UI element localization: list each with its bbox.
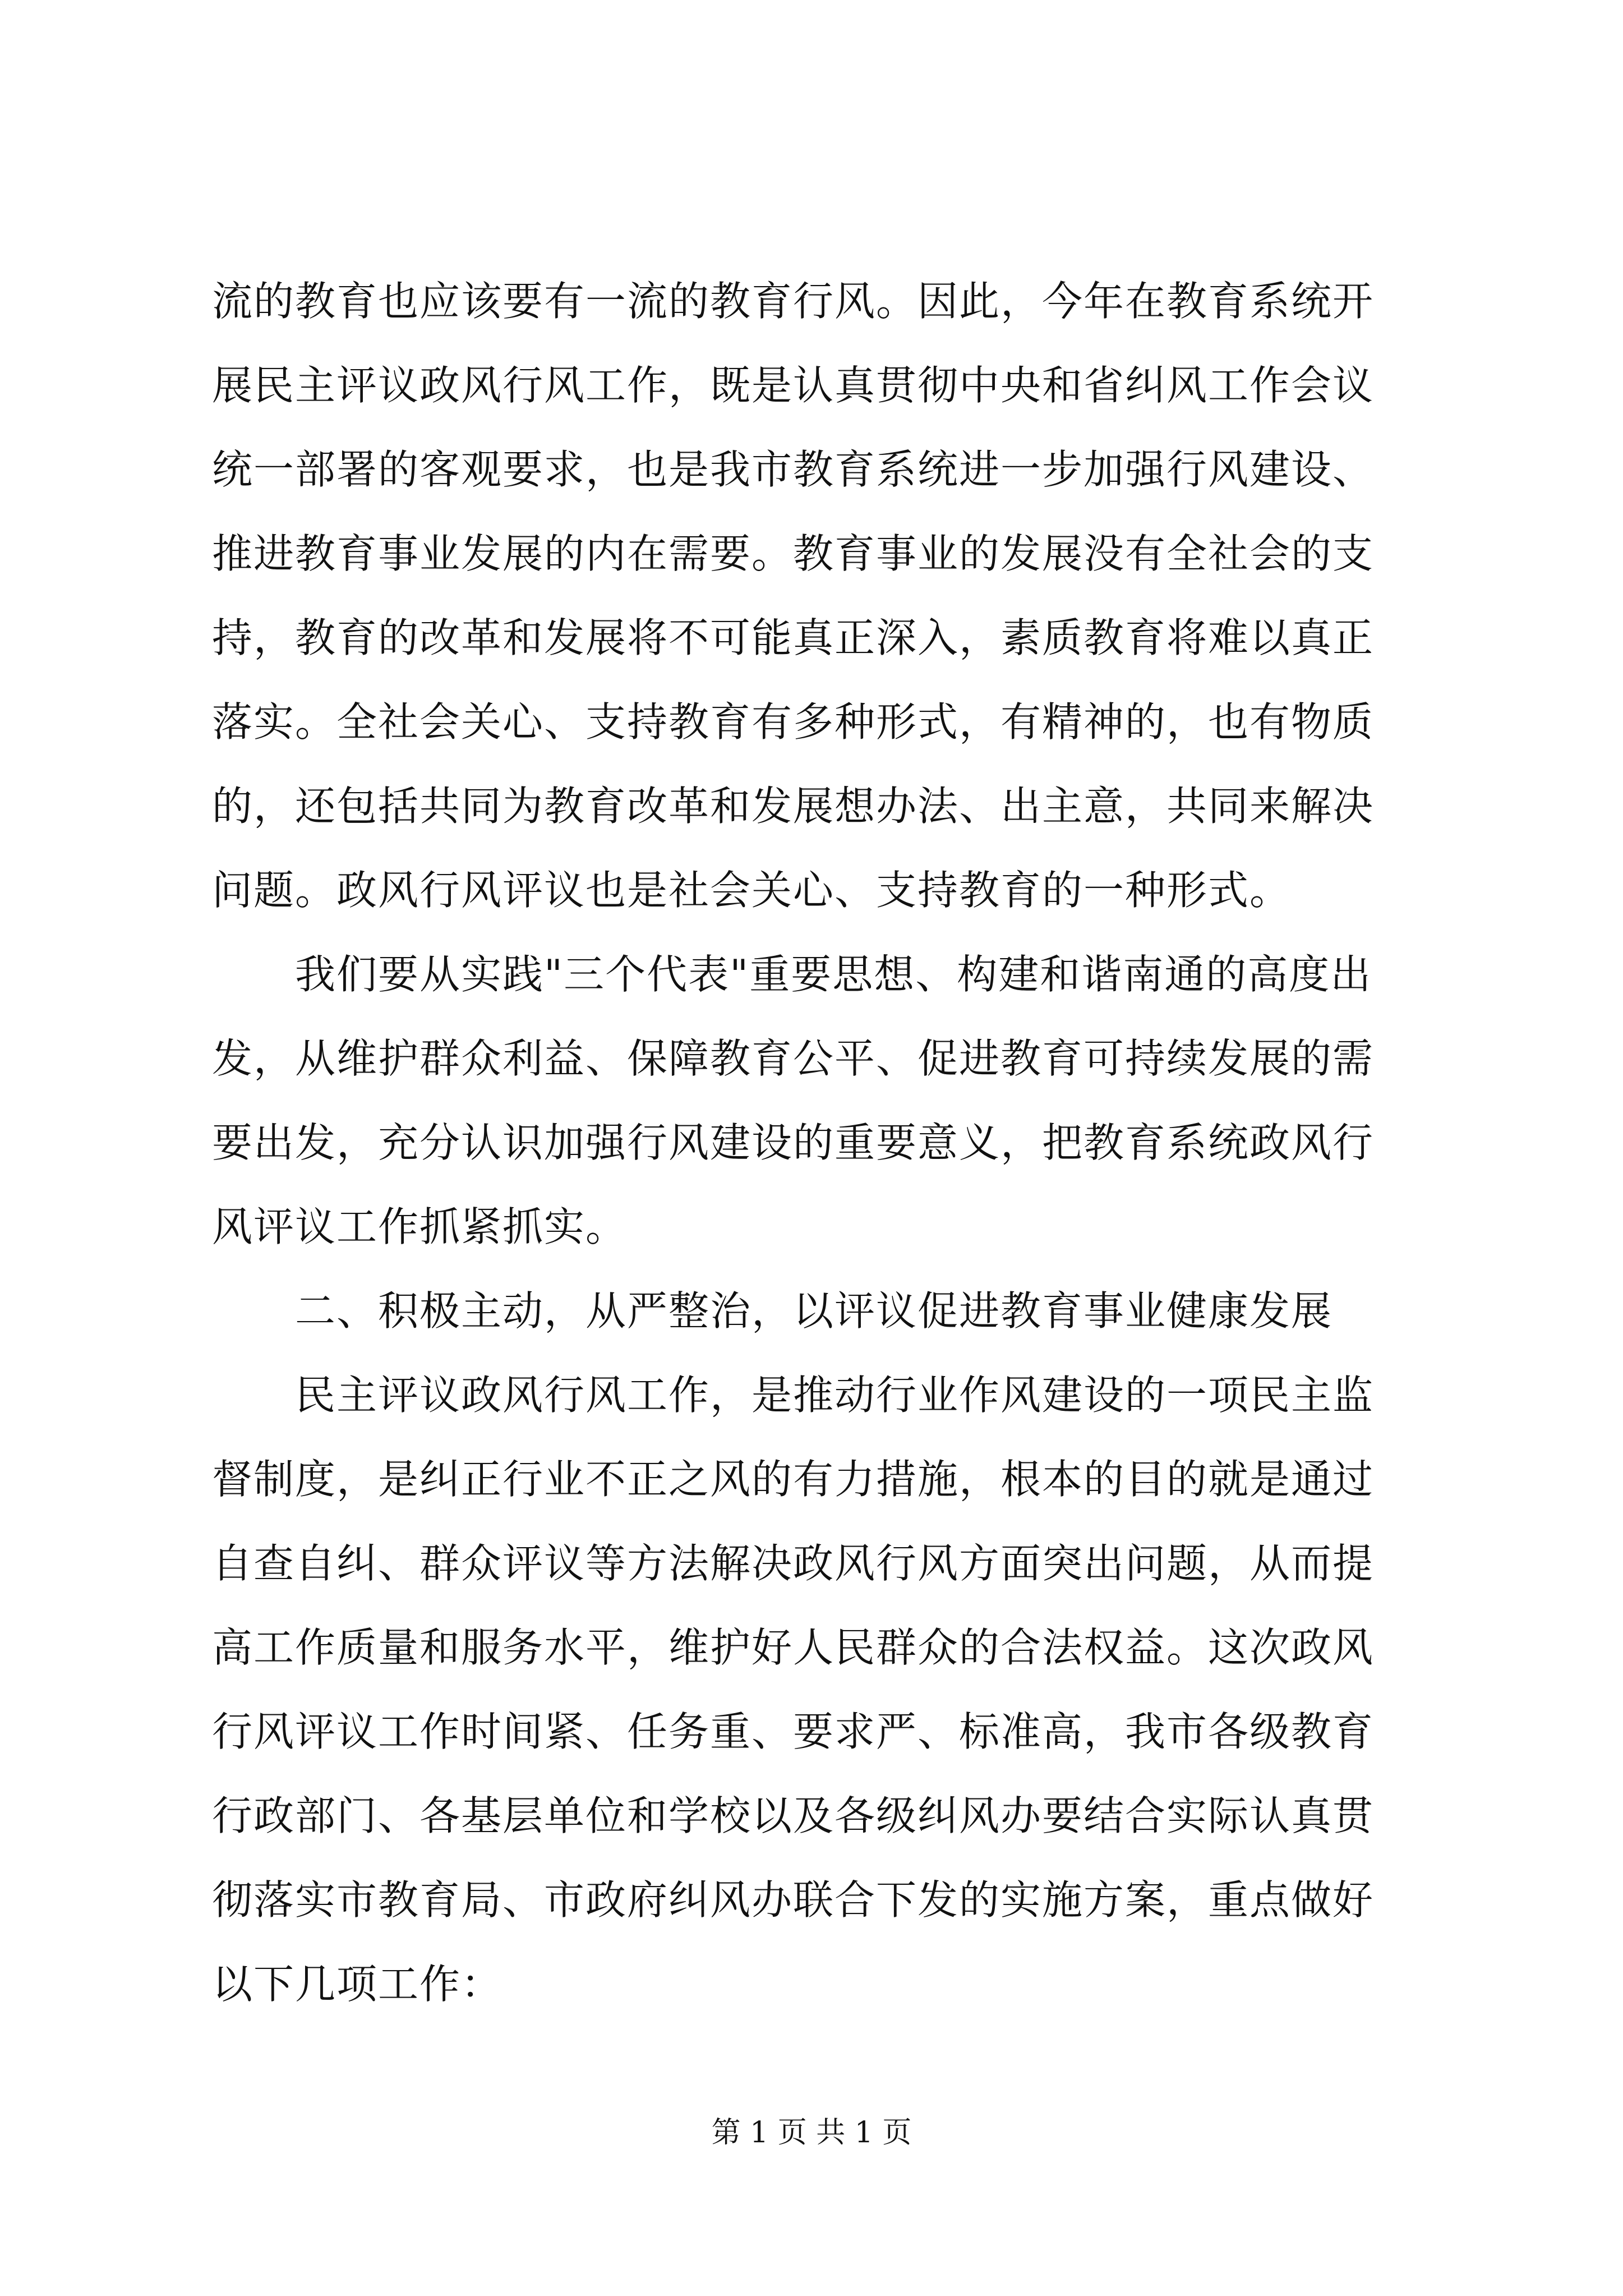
text-line: 推进教育事业发展的内在需要。教育事业的发展没有全社会的支 — [212, 530, 1375, 577]
text-line: 要出发，充分认识加强行风建设的重要意义，把教育系统政风行 — [212, 1119, 1375, 1166]
section-heading: 二、积极主动，从严整治，以评议促进教育事业健康发展 — [212, 1287, 1333, 1335]
text-line: 统一部署的客观要求，也是我市教育系统进一步加强行风建设、 — [212, 446, 1375, 493]
text-line: 问题。政风行风评议也是社会关心、支持教育的一种形式。 — [212, 867, 1292, 914]
text-line: 落实。全社会关心、支持教育有多种形式，有精神的，也有物质 — [212, 698, 1375, 746]
text-line: 行政部门、各基层单位和学校以及各级纠风办要结合实际认真贯 — [212, 1792, 1375, 1839]
text-line: 我们要从实践"三个代表"重要思想、构建和谐南通的高度出 — [212, 951, 1372, 998]
text-line: 以下几项工作： — [212, 1961, 503, 2008]
text-line: 流的教育也应该要有一流的教育行风。因此，今年在教育系统开 — [212, 278, 1375, 325]
text-line: 督制度，是纠正行业不正之风的有力措施，根本的目的就是通过 — [212, 1456, 1375, 1503]
text-line: 展民主评议政风行风工作，既是认真贯彻中央和省纠风工作会议 — [212, 362, 1375, 409]
text-line: 持，教育的改革和发展将不可能真正深入，素质教育将难以真正 — [212, 614, 1375, 661]
text-line: 高工作质量和服务水平，维护好人民群众的合法权益。这次政风 — [212, 1624, 1375, 1671]
text-line: 彻落实市教育局、市政府纠风办联合下发的实施方案，重点做好 — [212, 1876, 1375, 1924]
text-line: 民主评议政风行风工作，是推动行业作风建设的一项民主监 — [212, 1372, 1375, 1419]
text-line: 行风评议工作时间紧、任务重、要求严、标准高，我市各级教育 — [212, 1708, 1375, 1755]
text-line: 的，还包括共同为教育改革和发展想办法、出主意，共同来解决 — [212, 783, 1375, 830]
text-line: 发，从维护群众利益、保障教育公平、促进教育可持续发展的需 — [212, 1035, 1375, 1082]
page-footer: 第 1 页 共 1 页 — [711, 2116, 912, 2150]
text-line: 自查自纠、群众评议等方法解决政风行风方面突出问题，从而提 — [212, 1540, 1375, 1587]
text-line: 风评议工作抓紧抓实。 — [212, 1203, 628, 1250]
